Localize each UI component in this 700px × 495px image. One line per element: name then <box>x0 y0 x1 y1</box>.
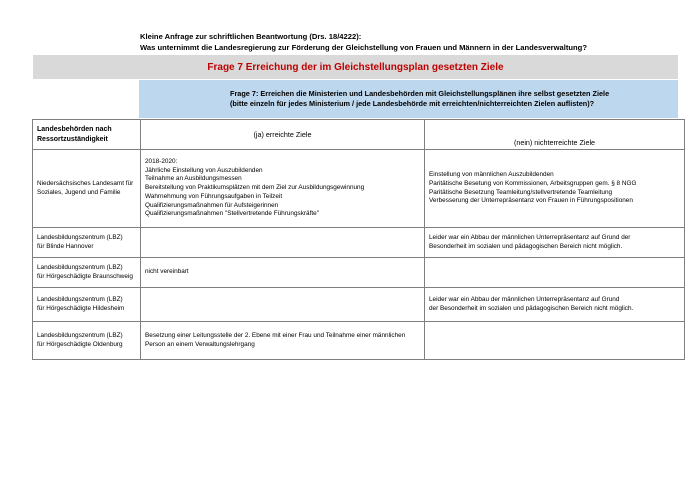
reached-goals-cell-line: 2018-2020: <box>145 157 178 165</box>
section-title: Frage 7 Erreichung der im Gleichstellungsplan gesetzten Ziele <box>207 61 504 73</box>
header-authority-line-2: Ressortzuständigkeit <box>37 135 108 143</box>
not-reached-goals-cell-line: Leider war ein Abbau der männlichen Unterrepräsentanz auf Grund der <box>429 233 631 241</box>
authority-cell <box>33 258 141 288</box>
reached-goals-cell-line: Person an einem Verwaltungslehrgang <box>145 340 255 348</box>
header-line-2: Was unternimmt die Landesregierung zur Förderung der Gleichstellung von Frauen und Männern in der Landesverwaltung? <box>140 43 587 52</box>
not-reached-goals-cell-line: Besonderheit im sozialen und pädagogischen Bereich nicht möglich. <box>429 242 623 250</box>
reached-goals-cell-line: Qualifizierungsmaßnahmen "Stellvertretende Führungskräfte" <box>145 210 319 218</box>
reached-goals-cell-line: Teilnahme an Ausbildungsmessen <box>145 175 242 183</box>
authority-cell-line: Landesbildungszentrum (LBZ) <box>37 295 123 303</box>
not-reached-goals-cell-line: der Besonderheit im sozialen und pädagogischen Bereich nicht möglich. <box>429 304 634 312</box>
authority-cell-line: Soziales, Jugend und Familie <box>37 188 121 196</box>
header-line-1: Kleine Anfrage zur schriftlichen Beantwortung (Drs. 18/4222): <box>140 32 362 41</box>
question-line-1: Frage 7: Erreichen die Ministerien und Landesbehörden mit Gleichstellungsplänen ihre selbst gesetzten Ziele <box>230 89 610 98</box>
table-row <box>33 228 685 258</box>
not-reached-goals-cell <box>425 258 685 288</box>
reached-goals-cell <box>141 288 425 322</box>
not-reached-goals-cell-line: Paritätische Besetung von Kommissionen, Arbeitsgruppen gem. § 8 NGG <box>429 179 637 187</box>
section-title-band <box>33 55 678 79</box>
authority-cell-line: für Hörgeschädigte Hildesheim <box>37 304 125 312</box>
authority-cell-line: Landesbildungszentrum (LBZ) <box>37 331 123 339</box>
header-not-reached: (nein) nichterreichte Ziele <box>425 120 685 150</box>
question-line-2: (bitte einzeln für jedes Ministerium / jede Landesbehörde mit erreichten/nichterreichten Zielen auflisten)? <box>230 99 595 108</box>
not-reached-goals-cell <box>425 322 685 360</box>
reached-goals-cell-line: Bereitstellung von Praktikumsplätzen mit dem Ziel zur Ausbildungsgewinnung <box>145 184 365 192</box>
table-row <box>33 288 685 322</box>
authority-cell-line: für Hörgeschädigte Oldenburg <box>37 340 123 348</box>
reached-goals-cell <box>141 228 425 258</box>
document-header <box>140 31 680 53</box>
reached-goals-cell-line: Wahrnehmung von Führungsaufgaben in Teilzeit <box>145 192 283 200</box>
reached-goals-cell <box>141 258 425 288</box>
authority-cell-line: Niedersächsisches Landesamt für <box>37 179 134 187</box>
reached-goals-cell-line: Jährliche Einstellung von Auszubildenden <box>145 166 263 174</box>
not-reached-goals-cell <box>425 150 685 228</box>
not-reached-goals-cell <box>425 228 685 258</box>
authority-cell-line: für Hörgeschädigte Braunschweig <box>37 272 133 280</box>
reached-goals-cell <box>141 322 425 360</box>
question-box <box>139 80 678 118</box>
not-reached-goals-cell <box>425 288 685 322</box>
table-row <box>33 322 685 360</box>
reached-goals-cell-line: Qualifizierungsmaßnahmen für Aufsteigerinnen <box>145 201 279 209</box>
header-authority <box>33 120 141 150</box>
header-authority-line-1: Landesbehörden nach <box>37 125 112 133</box>
header-reached: (ja) erreichte Ziele <box>141 120 425 150</box>
not-reached-goals-cell-line: Paritätische Besetzung Teamleitung/stellvertretende Teamleitung <box>429 188 613 196</box>
table-row <box>33 258 685 288</box>
reached-goals-cell-line: nicht vereinbart <box>145 268 189 276</box>
reached-goals-cell-line: Besetzung einer Leitungsstelle der 2. Ebene mit einer Frau und Teilnahme einer männlichen <box>145 331 406 339</box>
table-header-row <box>33 120 685 150</box>
authority-cell-line: für Blinde Hannover <box>37 242 94 250</box>
authority-cell-line: Landesbildungszentrum (LBZ) <box>37 263 123 271</box>
not-reached-goals-cell-line: Einstellung von männlichen Auszubildenden <box>429 170 554 178</box>
not-reached-goals-cell-line: Leider war ein Abbau der männlichen Unterrepräsentanz auf Grund <box>429 295 620 303</box>
authority-cell-line: Landesbildungszentrum (LBZ) <box>37 233 123 241</box>
goals-table <box>32 119 685 360</box>
authority-cell <box>33 150 141 228</box>
table-row <box>33 150 685 228</box>
authority-cell <box>33 322 141 360</box>
authority-cell <box>33 288 141 322</box>
not-reached-goals-cell-line: Verbesserung der Unterrepräsentanz von Frauen in Führungspositionen <box>429 197 633 205</box>
reached-goals-cell <box>141 150 425 228</box>
authority-cell <box>33 228 141 258</box>
